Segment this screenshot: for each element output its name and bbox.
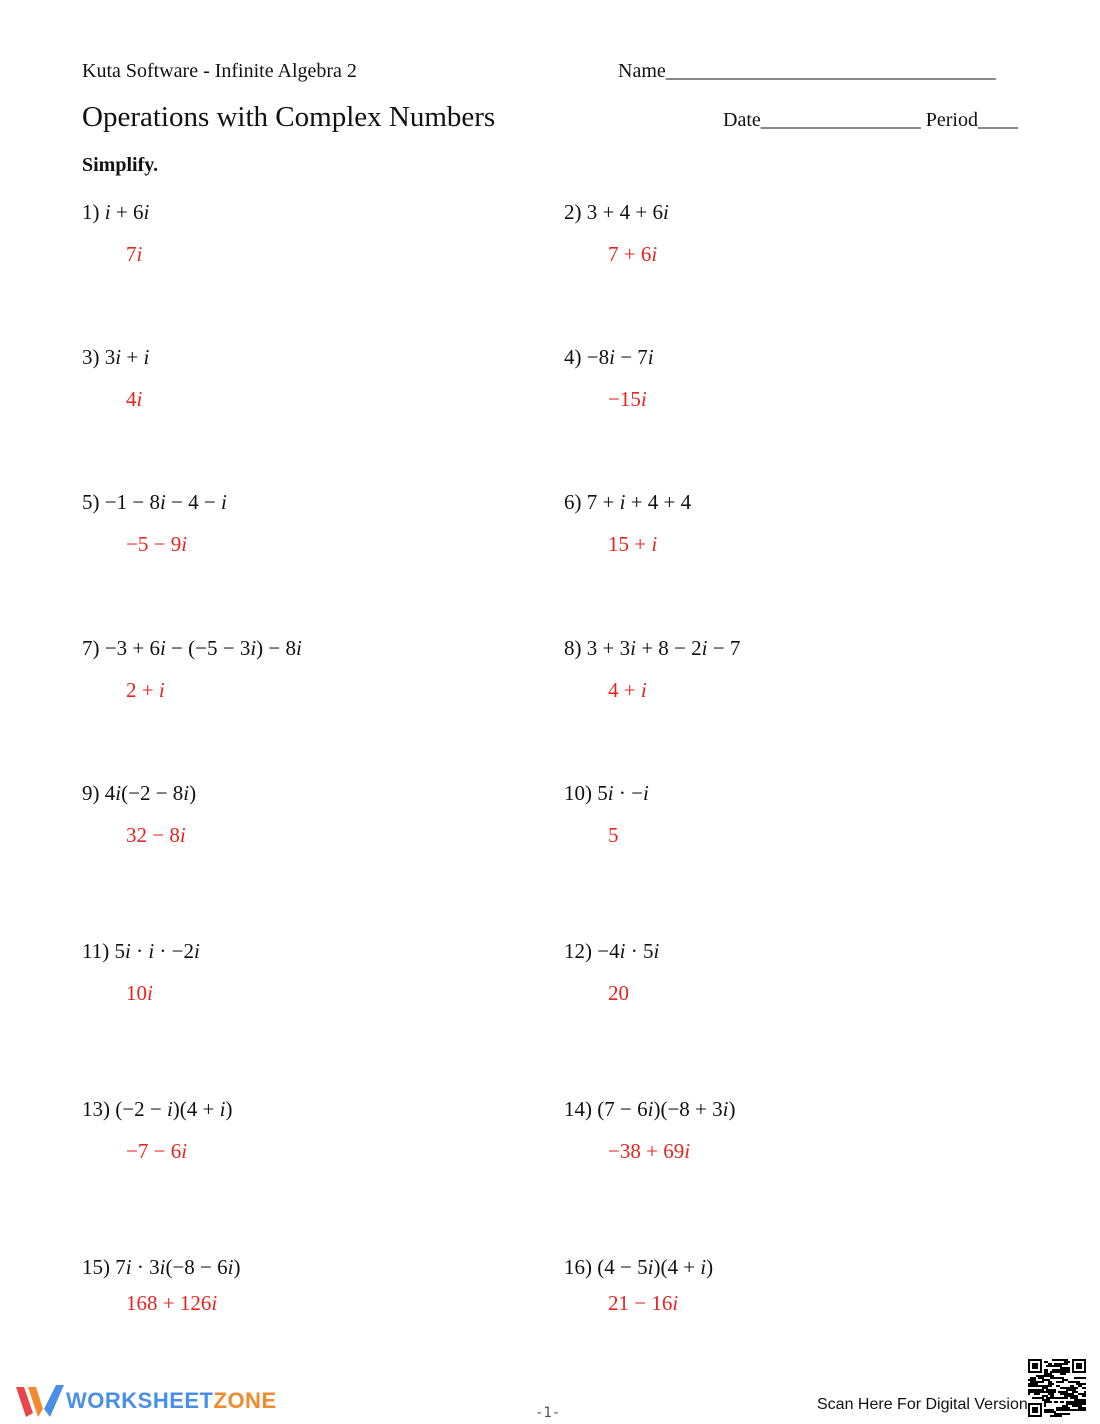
name-field-line: Name_________________________________ xyxy=(618,60,996,82)
problem-12-question xyxy=(564,939,659,964)
problem-16-question xyxy=(564,1255,713,1280)
problem-6-answer: 15 + i xyxy=(608,532,658,556)
worksheet-source: Kuta Software - Infinite Algebra 2 xyxy=(82,60,357,82)
problem-3-question xyxy=(82,345,149,370)
problem-13-question xyxy=(82,1097,232,1122)
date-period-line: Date________________ Period____ xyxy=(723,109,1018,131)
problem-number: 10) xyxy=(564,781,592,805)
problem-number: 8) xyxy=(564,636,582,660)
problem-expression: −8i − 7i xyxy=(586,345,654,369)
problem-number: 6) xyxy=(564,490,582,514)
problem-number: 9) xyxy=(82,781,100,805)
problem-expression: 3 + 4 + 6i xyxy=(586,200,669,224)
problem-14-answer: −38 + 69i xyxy=(608,1139,691,1163)
problem-number: 2) xyxy=(564,200,582,224)
problem-16-answer: 21 − 16i xyxy=(608,1291,679,1315)
problem-expression: 4i(−2 − 8i) xyxy=(104,781,197,805)
problem-number: 3) xyxy=(82,345,100,369)
problem-13-answer: −7 − 6i xyxy=(126,1139,188,1163)
problem-3-answer: 4i xyxy=(126,387,143,411)
problem-9-question xyxy=(82,781,196,806)
problem-expression: 5i · i · −2i xyxy=(114,939,200,963)
problem-8-answer: 4 + i xyxy=(608,678,647,702)
problem-7-question xyxy=(82,636,302,661)
qr-code-icon[interactable] xyxy=(1028,1359,1086,1417)
problem-15-answer: 168 + 126i xyxy=(126,1291,218,1315)
problem-expression: 3 + 3i + 8 − 2i − 7 xyxy=(586,636,741,660)
problem-expression: 3i + i xyxy=(104,345,150,369)
problem-12-answer: 20 xyxy=(608,981,629,1005)
problem-number: 1) xyxy=(82,200,100,224)
problem-expression: −3 + 6i − (−5 − 3i) − 8i xyxy=(104,636,302,660)
page-title: Operations with Complex Numbers xyxy=(82,101,496,133)
problem-number: 12) xyxy=(564,939,592,963)
problem-9-answer: 32 − 8i xyxy=(126,823,186,847)
problem-number: 16) xyxy=(564,1255,592,1279)
problem-4-question xyxy=(564,345,654,370)
problem-number: 15) xyxy=(82,1255,110,1279)
problem-expression: (4 − 5i)(4 + i) xyxy=(597,1255,714,1279)
worksheetzone-logo-icon xyxy=(14,1383,64,1419)
problem-10-question xyxy=(564,781,649,806)
problem-1-question xyxy=(82,200,149,225)
problem-expression: 7i · 3i(−8 − 6i) xyxy=(115,1255,241,1279)
problem-number: 4) xyxy=(564,345,582,369)
problem-8-question xyxy=(564,636,740,661)
problem-expression: (−2 − i)(4 + i) xyxy=(115,1097,233,1121)
instructions: Simplify. xyxy=(82,154,159,176)
problem-6-question xyxy=(564,490,691,515)
problem-expression: −4i · 5i xyxy=(597,939,660,963)
wordmark-part-b: ZONE xyxy=(213,1388,277,1413)
problem-5-question xyxy=(82,490,227,515)
problem-11-question xyxy=(82,939,200,964)
problem-number: 7) xyxy=(82,636,100,660)
problem-10-answer: 5 xyxy=(608,823,619,847)
problem-4-answer: −15i xyxy=(608,387,647,411)
problem-expression: i + 6i xyxy=(104,200,150,224)
problem-number: 11) xyxy=(82,939,110,963)
problem-5-answer: −5 − 9i xyxy=(126,532,188,556)
wordmark-part-a: WORKSHEET xyxy=(66,1388,214,1413)
problem-1-answer: 7i xyxy=(126,242,143,266)
problem-2-answer: 7 + 6i xyxy=(608,242,658,266)
problem-15-question xyxy=(82,1255,240,1280)
problem-number: 13) xyxy=(82,1097,110,1121)
worksheetzone-wordmark xyxy=(66,1388,277,1414)
problem-expression: 7 + i + 4 + 4 xyxy=(586,490,692,514)
scan-caption: Scan Here For Digital Version xyxy=(817,1396,1028,1413)
problem-14-question xyxy=(564,1097,735,1122)
problem-2-question xyxy=(564,200,669,225)
problem-expression: 5i · −i xyxy=(597,781,649,805)
problem-number: 14) xyxy=(564,1097,592,1121)
problem-11-answer: 10i xyxy=(126,981,153,1005)
problem-7-answer: 2 + i xyxy=(126,678,165,702)
problem-expression: (7 − 6i)(−8 + 3i) xyxy=(597,1097,736,1121)
problem-expression: −1 − 8i − 4 − i xyxy=(104,490,227,514)
problem-number: 5) xyxy=(82,490,100,514)
page-number: -1- xyxy=(535,1405,561,1421)
